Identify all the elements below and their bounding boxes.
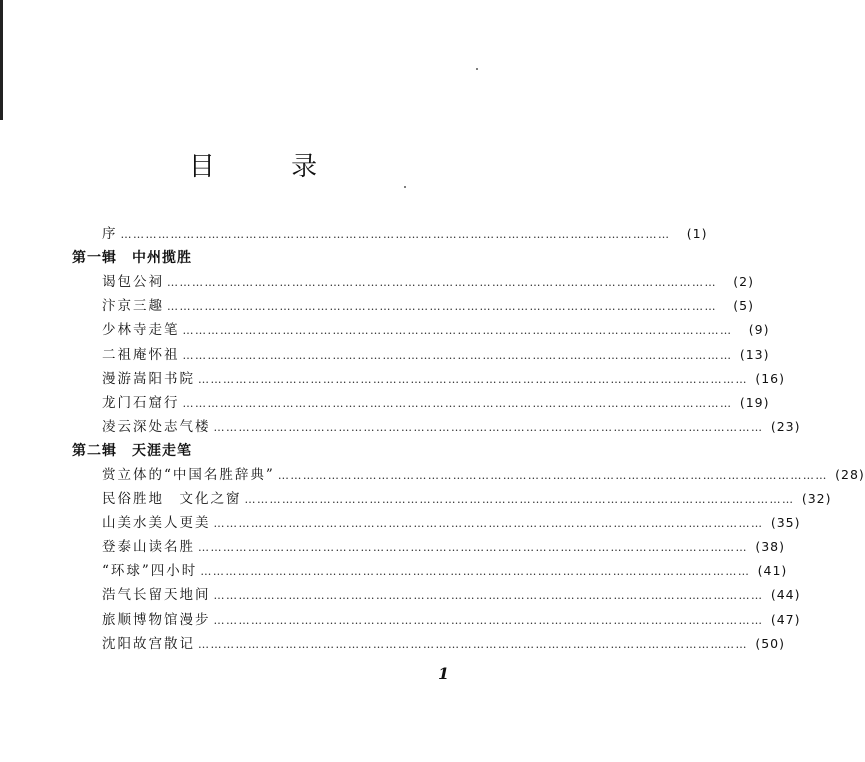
toc-entry-page: (28) <box>835 466 865 482</box>
toc-entry-label: 漫游嵩阳书院 <box>102 370 195 387</box>
dot-leader: …………………………………………………………………………………………………………………… <box>182 324 733 338</box>
toc-entry-label: 汴京三趣 <box>102 298 164 315</box>
toc-entry-label: 二祖庵怀祖 <box>102 346 180 363</box>
dot-leader: …………………………………………………………………………………………………………………… <box>182 348 733 362</box>
toc-entry[interactable] <box>72 608 801 632</box>
toc-entry-label: 谒包公祠 <box>102 274 164 291</box>
section-heading-2: 第二辑 天涯走笔 <box>72 442 192 459</box>
dot-leader: …………………………………………………………………………………………………………………… <box>213 517 764 531</box>
dot-leader: …………………………………………………………………………………………………………………… <box>213 613 764 627</box>
toc-entry[interactable] <box>72 487 832 511</box>
toc-entry-page: (32) <box>801 491 832 507</box>
toc-entry-page: (23) <box>770 418 801 434</box>
toc-entry-label: 山美水美人更美 <box>102 515 211 532</box>
toc-entry-label: “环球”四小时 <box>102 563 198 580</box>
toc-entry-page: (2) <box>733 274 754 290</box>
toc-entry-label: 浩气长留天地间 <box>102 587 211 604</box>
toc-entry-label: 凌云深处志气楼 <box>102 418 211 435</box>
toc-entry[interactable] <box>72 270 754 294</box>
scan-edge-mark <box>0 0 3 120</box>
dot-leader: …………………………………………………………………………………………………………………… <box>198 637 748 651</box>
toc-entry-label: 赏立体的“中国名胜辞典” <box>102 466 275 483</box>
toc-entry-page: (13) <box>739 346 770 362</box>
toc-entry-label: 登泰山读名胜 <box>102 539 195 556</box>
dot-leader: …………………………………………………………………………………………………………………… <box>213 420 764 434</box>
dot-leader: …………………………………………………………………………………………………………………… <box>198 372 748 386</box>
dot-leader: …………………………………………………………………………………………………………………… <box>277 468 828 482</box>
toc-entry[interactable] <box>72 415 801 439</box>
toc-entry-page: (41) <box>757 563 788 579</box>
toc-entry[interactable] <box>72 342 770 366</box>
toc-entry-label: 序 <box>102 226 118 243</box>
toc-entry-page: (9) <box>748 322 770 338</box>
scan-speck <box>404 186 406 188</box>
toc-entry-label: 少林寺走笔 <box>102 322 180 339</box>
toc-entry-page: (5) <box>733 298 754 314</box>
toc-entry-page: (19) <box>739 394 770 410</box>
toc-entry-label: 旅顺博物馆漫步 <box>102 611 211 628</box>
dot-leader: …………………………………………………………………………………………………………………… <box>167 276 717 290</box>
scan-speck <box>476 68 478 70</box>
toc-entry-label: 民俗胜地 文化之窗 <box>102 491 242 508</box>
page-title: 目 录 <box>188 152 352 182</box>
toc-entry-page: (35) <box>770 515 801 531</box>
toc-entry[interactable] <box>72 535 785 559</box>
dot-leader: …………………………………………………………………………………………………………………… <box>182 396 733 410</box>
toc-entry-page: (16) <box>755 370 785 386</box>
table-of-contents <box>72 222 865 656</box>
dot-leader: …………………………………………………………………………………………………………………… <box>244 493 795 507</box>
toc-entry-page: (44) <box>770 587 801 603</box>
toc-entry-preface[interactable] <box>72 222 708 246</box>
page-number: 1 <box>438 664 450 683</box>
toc-entry-label: 龙门石窟行 <box>102 394 180 411</box>
section-heading-1: 第一辑 中州揽胜 <box>72 250 192 267</box>
toc-entry-label: 沈阳故宫散记 <box>102 635 195 652</box>
toc-entry[interactable] <box>72 559 788 583</box>
dot-leader: …………………………………………………………………………………………………………………… <box>200 565 751 579</box>
toc-entry-page: (47) <box>770 611 801 627</box>
dot-leader: …………………………………………………………………………………………………………………… <box>167 300 717 314</box>
toc-entry-page: (38) <box>755 539 785 555</box>
toc-entry[interactable] <box>72 583 801 607</box>
toc-entry-page: (1) <box>686 226 708 242</box>
toc-entry[interactable] <box>72 511 801 535</box>
dot-leader: …………………………………………………………………………………………………………………… <box>198 541 748 555</box>
toc-entry[interactable] <box>72 391 770 415</box>
dot-leader: …………………………………………………………………………………………………………………… <box>120 228 671 242</box>
toc-entry[interactable] <box>72 367 785 391</box>
toc-entry[interactable] <box>72 463 865 487</box>
toc-entry-page: (50) <box>755 635 785 651</box>
toc-entry[interactable] <box>72 294 754 318</box>
toc-entry[interactable] <box>72 632 785 656</box>
dot-leader: …………………………………………………………………………………………………………………… <box>213 589 764 603</box>
toc-entry[interactable] <box>72 318 770 342</box>
